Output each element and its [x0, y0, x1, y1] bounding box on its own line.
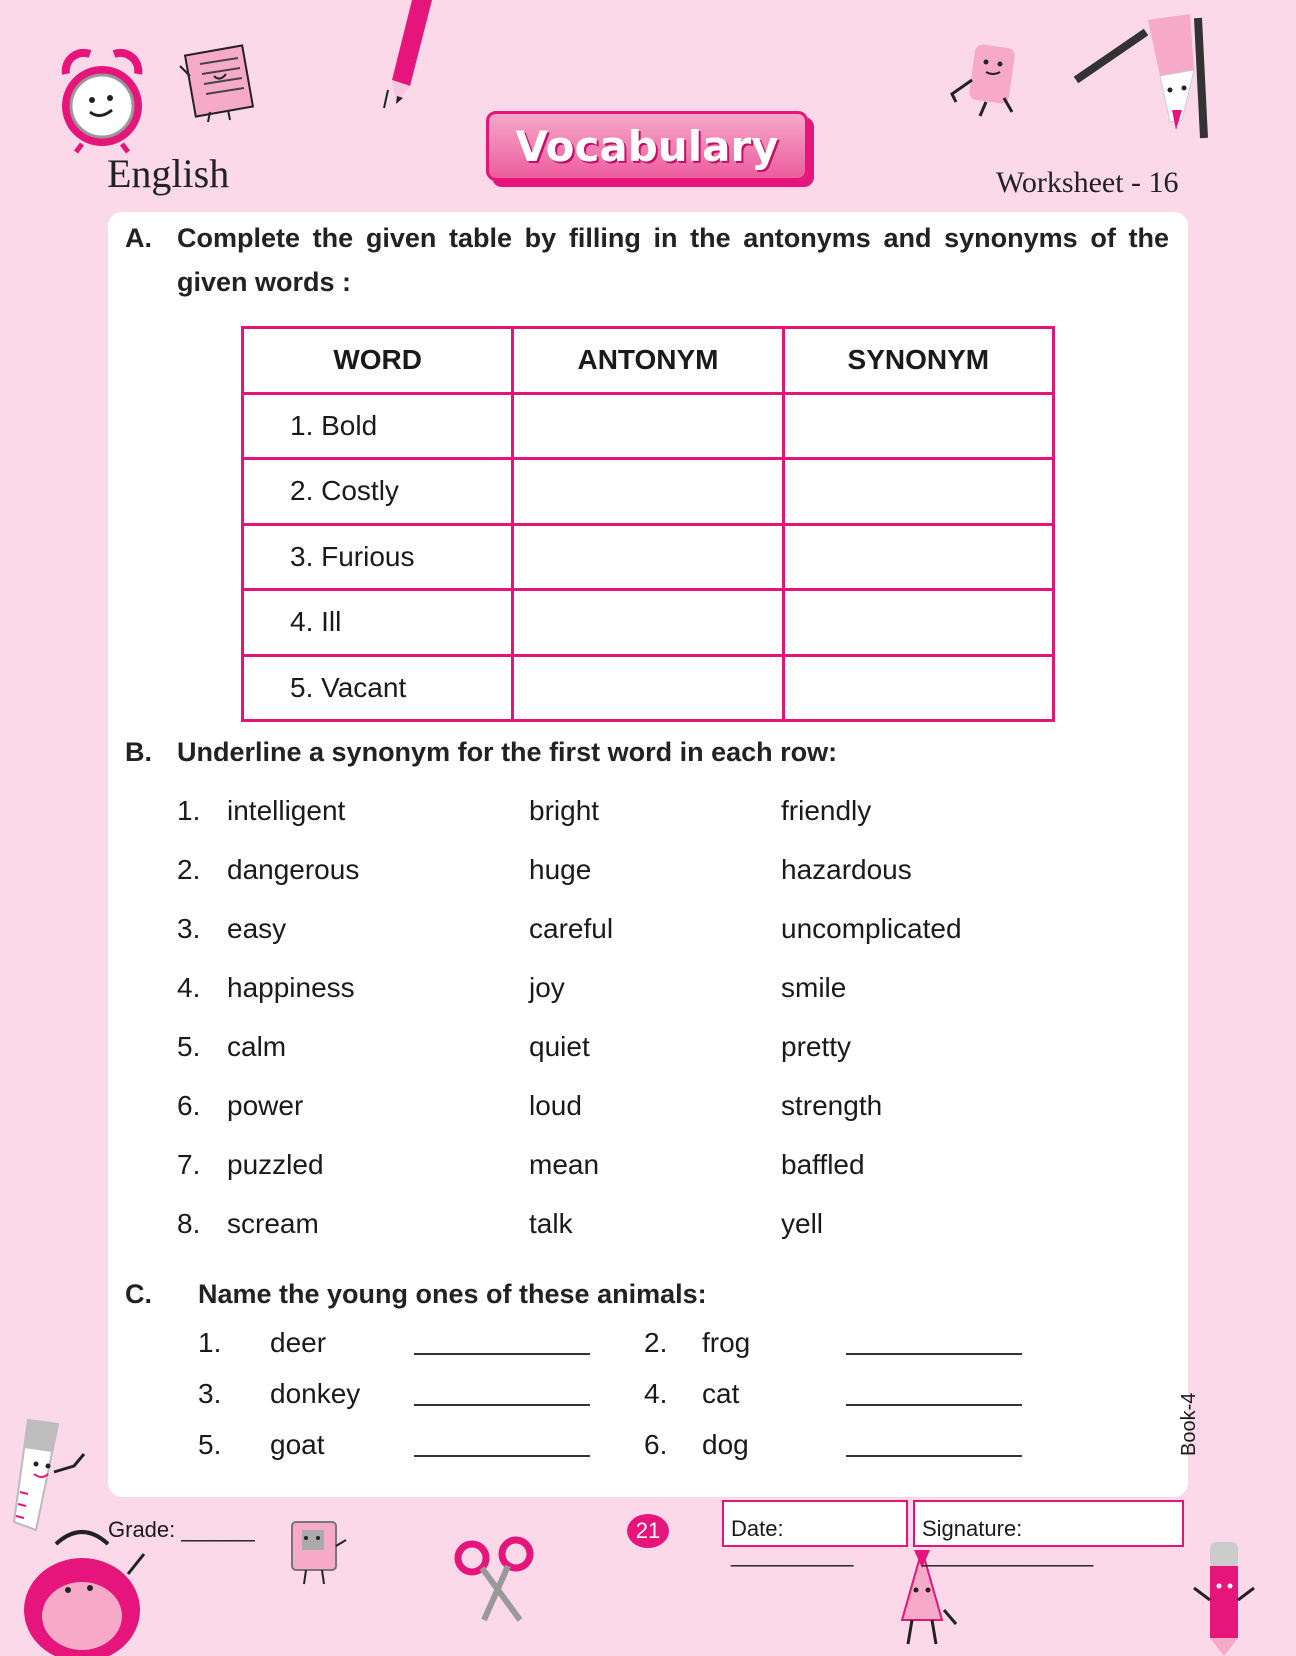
answer-blank[interactable] [414, 1429, 590, 1464]
antonym-synonym-table [241, 326, 1055, 722]
answer-blank[interactable] [414, 1327, 590, 1362]
item-word: puzzled [227, 1149, 324, 1180]
item-number: 2. [177, 854, 201, 885]
item-option[interactable]: yell [781, 1208, 824, 1239]
item-number: 6. [177, 1090, 201, 1121]
pencil-character-icon [1070, 10, 1212, 140]
animal-name: frog [702, 1327, 751, 1358]
table-row [243, 459, 1054, 525]
eraser-character-icon [946, 40, 1030, 120]
synonym-cell[interactable] [783, 524, 1053, 590]
page-number: 21 [627, 1514, 669, 1548]
antonym-cell[interactable] [513, 590, 783, 656]
item-word: scream [227, 1208, 319, 1239]
pen-character-icon [1190, 1540, 1260, 1656]
item-word: power [227, 1090, 304, 1121]
item-option[interactable]: huge [529, 854, 592, 885]
item-option[interactable]: careful [529, 913, 614, 944]
notebook-character-icon [176, 42, 262, 124]
animal-name: deer [270, 1327, 327, 1358]
title-badge [486, 111, 808, 181]
item-word: calm [227, 1031, 287, 1062]
column-header-antonym: ANTONYM [513, 328, 783, 394]
antonym-cell[interactable] [513, 524, 783, 590]
signature-field[interactable]: Signature: ______________ [913, 1500, 1184, 1547]
item-word: dangerous [227, 854, 360, 885]
grade-field[interactable]: Grade: ______ [108, 1517, 255, 1542]
item-option[interactable]: hazardous [781, 854, 912, 885]
book-label: Book-4 [1178, 1392, 1200, 1456]
animal-name: goat [270, 1429, 325, 1460]
item-option[interactable]: uncomplicated [781, 913, 962, 944]
item-number: 5. [198, 1429, 222, 1460]
table-row [243, 393, 1054, 459]
subject-label: English [107, 151, 230, 196]
antonym-cell[interactable] [513, 393, 783, 459]
table-row [243, 524, 1054, 590]
pencil-icon [382, 0, 444, 112]
item-word: easy [227, 913, 287, 944]
item-number: 5. [177, 1031, 201, 1062]
word-cell: 4. Ill [243, 590, 513, 656]
alarm-clock-icon [52, 44, 152, 154]
section-a-instruction-line1: Complete the given table by filling in the antonyms and synonyms of the [177, 223, 1169, 253]
item-option[interactable]: loud [529, 1090, 582, 1121]
ruler-character-icon [8, 1412, 94, 1532]
item-number: 7. [177, 1149, 201, 1180]
item-number: 6. [644, 1429, 668, 1460]
answer-blank[interactable] [846, 1378, 1022, 1413]
answer-blank[interactable] [846, 1429, 1022, 1464]
scissors-icon [454, 1536, 536, 1624]
item-option[interactable]: joy [529, 972, 565, 1003]
column-header-synonym: SYNONYM [783, 328, 1053, 394]
section-a-instruction-line2: given words : [177, 267, 352, 297]
schoolbag-icon [16, 1524, 148, 1656]
item-option[interactable]: bright [529, 795, 600, 826]
item-option[interactable]: pretty [781, 1031, 852, 1062]
table-row [243, 655, 1054, 721]
synonym-cell[interactable] [783, 590, 1053, 656]
item-word: happiness [227, 972, 355, 1003]
item-number: 2. [644, 1327, 668, 1358]
word-cell: 3. Furious [243, 524, 513, 590]
antonym-cell[interactable] [513, 459, 783, 525]
animal-name: donkey [270, 1378, 361, 1409]
section-b-letter: B. [125, 737, 152, 767]
answer-blank[interactable] [414, 1378, 590, 1413]
word-cell: 1. Bold [243, 393, 513, 459]
section-a-letter: A. [125, 223, 152, 253]
item-option[interactable]: mean [529, 1149, 600, 1180]
section-b-instruction: Underline a synonym for the first word in each row: [177, 737, 838, 767]
item-number: 1. [198, 1327, 222, 1358]
synonym-cell[interactable] [783, 459, 1053, 525]
column-header-word: WORD [243, 328, 513, 394]
item-option[interactable]: quiet [529, 1031, 590, 1062]
item-option[interactable]: friendly [781, 795, 872, 826]
item-word: intelligent [227, 795, 346, 826]
animal-name: dog [702, 1429, 749, 1460]
item-option[interactable]: smile [781, 972, 847, 1003]
item-option[interactable]: talk [529, 1208, 573, 1239]
item-option[interactable]: strength [781, 1090, 883, 1121]
item-number: 8. [177, 1208, 201, 1239]
item-number: 4. [177, 972, 201, 1003]
animal-name: cat [702, 1378, 740, 1409]
word-cell: 5. Vacant [243, 655, 513, 721]
word-cell: 2. Costly [243, 459, 513, 525]
sharpener-character-icon [284, 1518, 350, 1588]
page-title: Vocabulary [515, 121, 779, 171]
item-option[interactable]: baffled [781, 1149, 865, 1180]
section-c-letter: C. [125, 1279, 152, 1309]
table-row [243, 590, 1054, 656]
worksheet-number: Worksheet - 16 [996, 166, 1179, 199]
item-number: 3. [198, 1378, 222, 1409]
answer-blank[interactable] [846, 1327, 1022, 1362]
item-number: 4. [644, 1378, 668, 1409]
item-number: 3. [177, 913, 201, 944]
antonym-cell[interactable] [513, 655, 783, 721]
section-c-instruction: Name the young ones of these animals: [198, 1279, 707, 1309]
table-header-row [243, 328, 1054, 394]
synonym-cell[interactable] [783, 655, 1053, 721]
item-number: 1. [177, 795, 201, 826]
synonym-cell[interactable] [783, 393, 1053, 459]
date-field[interactable]: Date: __________ [722, 1500, 908, 1547]
